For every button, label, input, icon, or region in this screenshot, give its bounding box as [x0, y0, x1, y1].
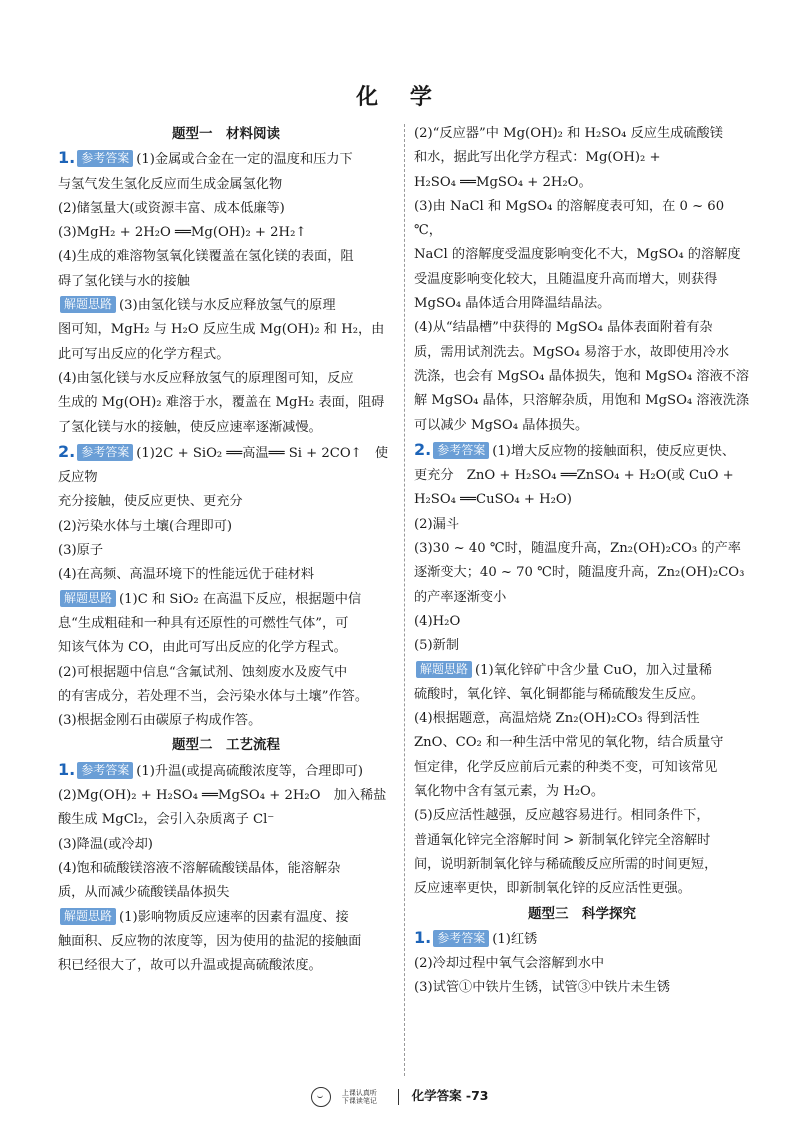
text-line: (3)原子	[58, 543, 104, 559]
text-line: MgSO₄ 晶体适合用降温结晶法。	[414, 296, 611, 312]
text-line: H₂SO₄ ══CuSO₄ + H₂O)	[414, 492, 572, 508]
footer-brand-line2: 下课读笔记	[341, 1096, 377, 1105]
analysis-tag-badge: 解题思路	[416, 661, 472, 678]
text-line: (4)根据题意，高温焙烧 Zn₂(OH)₂CO₃ 得到活性	[414, 711, 700, 727]
footer-page-label: 化学答案 -73	[411, 1088, 489, 1103]
text-line: 的有害成分，若处理不当，会污染水体与土壤”作答。	[58, 688, 369, 704]
answer-tag-badge: 参考答案	[77, 762, 133, 779]
text-line: 生成的 Mg(OH)₂ 难溶于水，覆盖在 MgH₂ 表面，阻碍	[58, 395, 385, 411]
text-line: 此可写出反应的化学方程式。	[58, 346, 230, 362]
answer-text: (1)增大反应物的接触面积，使反应更快、	[492, 443, 736, 459]
text-line: 积已经很大了，故可以升温或提高硫酸浓度。	[58, 958, 322, 974]
analysis-text: (1)氧化锌矿中含少量 CuO，加入过量稀	[475, 662, 712, 678]
answer-row	[58, 146, 394, 172]
text-line: 碍了氢化镁与水的接触	[58, 273, 190, 289]
answer-text: (1)红锈	[492, 931, 538, 947]
section-heading: 题型一 材料阅读	[172, 126, 280, 142]
text-line: 息“生成粗硅和一种具有还原性的可燃性气体”，可	[58, 615, 349, 631]
text-line: 触面积、反应物的浓度等，因为使用的盐泥的接触面	[58, 933, 362, 949]
text-line: (2)储氢量大(或资源丰富、成本低廉等)	[58, 200, 285, 216]
analysis-row	[414, 659, 750, 683]
text-line: 与氢气发生氢化反应而生成金属氢化物	[58, 176, 283, 192]
text-line: (4)在高频、高温环境下的性能远优于硅材料	[58, 567, 315, 583]
text-line: (3)由 NaCl 和 MgSO₄ 的溶解度表可知，在 0 ~ 60 ℃，	[414, 198, 725, 239]
text-line: 质，需用试剂洗去。MgSO₄ 易溶于水，故即使用冷水	[414, 344, 730, 360]
text-line: 反应速率更快，即新制氧化锌的反应活性更强。	[414, 881, 691, 897]
text-line: 氧化物中含有氢元素，为 H₂O。	[414, 784, 605, 800]
text-line: 硫酸时，氧化锌、氧化铜都能与稀硫酸发生反应。	[414, 686, 705, 702]
text-line: (2)漏斗	[414, 516, 460, 532]
text-line: (2)“反应器”中 Mg(OH)₂ 和 H₂SO₄ 反应生成硫酸镁	[414, 126, 723, 141]
text-line: NaCl 的溶解度受温度影响变化不大，MgSO₄ 的溶解度	[414, 247, 741, 263]
section-heading: 题型三 科学探究	[528, 905, 636, 922]
analysis-row	[58, 294, 394, 318]
text-line: (3)降温(或冷却)	[58, 836, 153, 852]
footer-brand-line1: 上课认真听	[341, 1088, 377, 1097]
analysis-tag-badge: 解题思路	[60, 590, 116, 607]
text-line: (3)30 ~ 40 ℃时，随温度升高，Zn₂(OH)₂CO₃ 的产率	[414, 541, 741, 557]
question-number: 2.	[58, 441, 76, 461]
answer-tag-badge: 参考答案	[433, 442, 489, 459]
footer-separator	[398, 1089, 399, 1105]
text-line: (4)H₂O	[414, 613, 461, 629]
text-line: 质，从而减少硫酸镁晶体损失	[58, 885, 230, 901]
footer-brand	[342, 1089, 386, 1105]
text-line: 更充分 ZnO + H₂SO₄ ══ZnSO₄ + H₂O(或 CuO +	[414, 468, 734, 484]
text-line: 普通氧化锌完全溶解时间 > 新制氧化锌完全溶解时	[414, 832, 711, 848]
left-column	[58, 122, 394, 978]
text-line: (2)Mg(OH)₂ + H₂SO₄ ══MgSO₄ + 2H₂O 加入稀盐	[58, 788, 387, 804]
column-divider	[404, 124, 405, 1076]
text-line: 的产率逐渐变小	[414, 589, 507, 605]
question-number: 1.	[58, 759, 76, 779]
text-line: (3)试管①中铁片生锈，试管③中铁片未生锈	[414, 980, 671, 996]
answer-row	[58, 758, 394, 784]
text-line: 恒定律，化学反应前后元素的种类不变，可知该常见	[414, 759, 718, 775]
answer-row	[414, 438, 750, 464]
text-line: (4)从“结晶槽”中获得的 MgSO₄ 晶体表面附着有杂	[414, 320, 713, 336]
text-line: 图可知，MgH₂ 与 H₂O 反应生成 Mg(OH)₂ 和 H₂，由	[58, 322, 385, 338]
text-line: (4)由氢化镁与水反应释放氢气的原理图可知，反应	[58, 370, 354, 386]
text-line: H₂SO₄ ══MgSO₄ + 2H₂O。	[414, 174, 592, 190]
page-title: 化 学	[356, 85, 444, 110]
text-line: (5)新制	[414, 638, 460, 654]
analysis-row	[58, 588, 394, 612]
text-line: (3)MgH₂ + 2H₂O ══Mg(OH)₂ + 2H₂↑	[58, 225, 307, 241]
analysis-tag-badge: 解题思路	[60, 908, 116, 925]
analysis-row	[58, 906, 394, 930]
text-line: (2)冷却过程中氧气会溶解到水中	[414, 956, 605, 972]
analysis-tag-badge: 解题思路	[60, 296, 116, 313]
text-line: (2)可根据题中信息“含氟试剂、蚀刻废水及废气中	[58, 664, 348, 680]
text-line: 逐渐变大；40 ~ 70 ℃时，随温度升高，Zn₂(OH)₂CO₃	[414, 565, 745, 581]
text-line: (3)根据金刚石由碳原子构成作答。	[58, 713, 262, 729]
text-line: (5)反应活性越强，反应越容易进行。相同条件下，	[414, 808, 710, 824]
answer-tag-badge: 参考答案	[77, 150, 133, 167]
analysis-text: (1)影响物质反应速率的因素有温度、接	[119, 909, 349, 925]
analysis-text: (3)由氢化镁与水反应释放氢气的原理	[119, 298, 336, 314]
text-line: (4)生成的难溶物氢氧化镁覆盖在氢化镁的表面，阻	[58, 249, 354, 265]
section-heading: 题型二 工艺流程	[172, 737, 280, 754]
answer-row	[414, 926, 750, 952]
answer-text: (1)金属或合金在一定的温度和压力下	[136, 152, 353, 168]
text-line: 充分接触，使反应更快、更充分	[58, 494, 243, 510]
answer-tag-badge: 参考答案	[77, 444, 133, 461]
answer-text: (1)2C + SiO₂ ══高温══ Si + 2CO↑ 使反应物	[58, 445, 389, 486]
text-line: ZnO、CO₂ 和一种生活中常见的氧化物，结合质量守	[414, 735, 724, 751]
text-line: 可以减少 MgSO₄ 晶体损失。	[414, 417, 589, 433]
text-line: 了氢化镁与水的接触，使反应速率逐渐减慢。	[58, 419, 322, 435]
page-footer	[0, 1086, 800, 1107]
answer-text: (1)升温(或提高硫酸浓度等，合理即可)	[136, 763, 364, 779]
text-line: (4)饱和硫酸镁溶液不溶解硫酸镁晶体，能溶解杂	[58, 860, 341, 876]
question-number: 1.	[58, 148, 76, 168]
text-line: 酸生成 MgCl₂，会引入杂质离子 Cl⁻	[58, 812, 275, 828]
answer-row	[58, 440, 394, 491]
text-line: 知该气体为 CO，由此可写出反应的化学方程式。	[58, 640, 347, 656]
mascot-icon	[311, 1087, 331, 1107]
text-line: (2)污染水体与土壤(合理即可)	[58, 518, 233, 534]
question-number: 2.	[414, 439, 432, 459]
text-line: 和水，据此写出化学方程式：Mg(OH)₂ +	[414, 150, 661, 166]
answer-tag-badge: 参考答案	[433, 930, 489, 947]
text-line: 洗涤，也会有 MgSO₄ 晶体损失，饱和 MgSO₄ 溶液不溶	[414, 368, 750, 384]
question-number: 1.	[414, 927, 432, 947]
text-line: 受温度影响变化较大，且随温度升高而增大，则获得	[414, 271, 718, 287]
analysis-text: (1)C 和 SiO₂ 在高温下反应，根据题中信	[119, 591, 362, 607]
text-line: 解 MgSO₄ 晶体，只溶解杂质，用饱和 MgSO₄ 溶液洗涤	[414, 393, 750, 409]
text-line: 间，说明新制氧化锌与稀硫酸反应所需的时间更短，	[414, 856, 718, 872]
right-column	[414, 122, 750, 1001]
